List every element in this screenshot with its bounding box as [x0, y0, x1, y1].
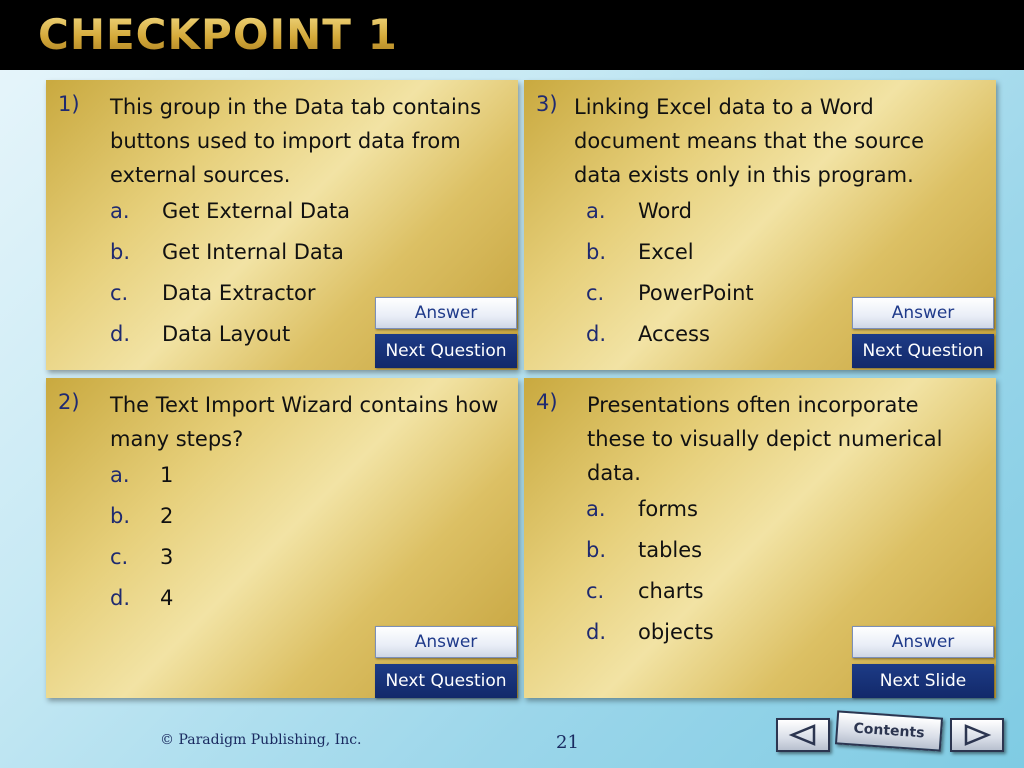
next-question-button[interactable]: Next Question — [375, 664, 517, 698]
option-text: charts — [638, 579, 704, 603]
option-letter: d. — [110, 322, 131, 346]
option-text: Data Extractor — [162, 281, 316, 305]
option-text: Get External Data — [162, 199, 351, 223]
option-text: Excel — [638, 240, 694, 264]
option-letter: d. — [586, 620, 607, 644]
triangle-left-icon — [788, 724, 818, 746]
title-bar — [0, 0, 1024, 70]
question-number: 4) — [536, 390, 558, 414]
next-slide-nav-button[interactable] — [950, 718, 1004, 752]
option-letter: a. — [110, 463, 130, 487]
option-letter: c. — [586, 281, 605, 305]
question-number: 1) — [58, 92, 80, 116]
option-letter: c. — [110, 545, 129, 569]
option-text: Get Internal Data — [162, 240, 344, 264]
question-text: Presentations often incorporate these to visually depict numerical data. — [587, 393, 943, 485]
question-panel-4 — [524, 378, 996, 698]
option-text: Access — [638, 322, 710, 346]
option-letter: a. — [586, 199, 606, 223]
answer-button[interactable]: Answer — [852, 297, 994, 329]
question-text: The Text Import Wizard contains how many steps? — [110, 393, 499, 451]
option-text: 3 — [160, 545, 174, 569]
option-letter: d. — [110, 586, 131, 610]
option-letter: b. — [110, 504, 131, 528]
option-letter: b. — [586, 538, 607, 562]
answer-button[interactable]: Answer — [375, 297, 517, 329]
slide-title: CHECKPOINT 1 — [38, 10, 398, 59]
option-text: 2 — [160, 504, 174, 528]
option-text: PowerPoint — [638, 281, 754, 305]
next-question-button[interactable]: Next Question — [375, 334, 517, 368]
option-letter: a. — [110, 199, 130, 223]
question-number: 2) — [58, 390, 80, 414]
question-panel-1 — [46, 80, 518, 370]
option-text: Data Layout — [162, 322, 291, 346]
option-text: Word — [638, 199, 692, 223]
option-text: objects — [638, 620, 714, 644]
answer-button[interactable]: Answer — [852, 626, 994, 658]
answer-button[interactable]: Answer — [375, 626, 517, 658]
option-letter: b. — [586, 240, 607, 264]
page-number: 21 — [556, 732, 579, 753]
question-text: Linking Excel data to a Word document means that the source data exists only in this program. — [574, 95, 924, 187]
option-text: 4 — [160, 586, 174, 610]
option-letter: c. — [110, 281, 129, 305]
option-letter: c. — [586, 579, 605, 603]
option-text: tables — [638, 538, 703, 562]
option-letter: a. — [586, 497, 606, 521]
option-text: forms — [638, 497, 698, 521]
question-panel-2 — [46, 378, 518, 698]
next-slide-button[interactable]: Next Slide — [852, 664, 994, 698]
contents-button[interactable] — [835, 710, 943, 751]
triangle-right-icon — [962, 724, 992, 746]
question-number: 3) — [536, 92, 558, 116]
question-panel-3 — [524, 80, 996, 370]
copyright-text: © Paradigm Publishing, Inc. — [160, 732, 362, 748]
previous-slide-button[interactable] — [776, 718, 830, 752]
option-text: 1 — [160, 463, 174, 487]
option-letter: d. — [586, 322, 607, 346]
question-text: This group in the Data tab contains buttons used to import data from external sources. — [110, 95, 482, 187]
contents-label: Contents — [852, 720, 925, 742]
option-letter: b. — [110, 240, 131, 264]
next-question-button[interactable]: Next Question — [852, 334, 994, 368]
